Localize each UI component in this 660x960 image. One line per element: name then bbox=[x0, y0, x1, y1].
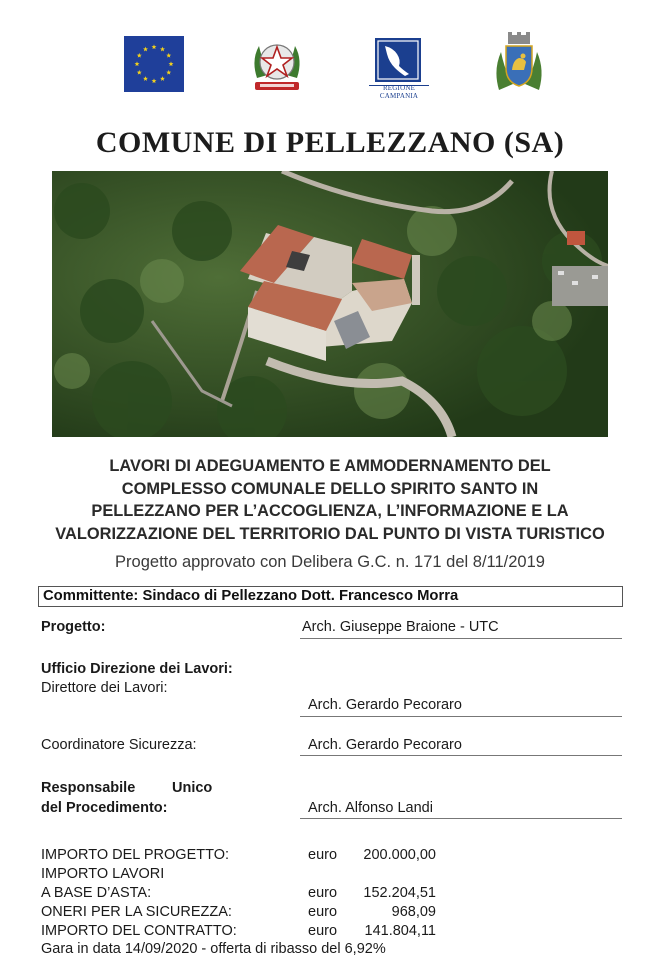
responsabile-value: Arch. Alfonso Landi bbox=[308, 800, 433, 816]
importo-contratto-value: 141.804,11 bbox=[364, 923, 436, 939]
importo-lavori-value: 152.204,51 bbox=[363, 885, 436, 901]
importo-progetto-value: 200.000,00 bbox=[363, 847, 436, 863]
importo-contratto-currency: euro bbox=[308, 923, 338, 939]
responsabile-label-b: Unico bbox=[172, 780, 213, 796]
importo-contratto-label: IMPORTO DEL CONTRATTO: bbox=[41, 923, 237, 939]
headline-line: VALORIZZAZIONE DEL TERRITORIO DAL PUNTO DI VISTA TURISTICO bbox=[55, 524, 605, 543]
aerial-photo-spirito-santo bbox=[52, 171, 608, 437]
gara-note: Gara in data 14/09/2020 - offerta di ribasso del 6,92% bbox=[41, 941, 386, 957]
progetto-value: Arch. Giuseppe Braione - UTC bbox=[302, 619, 499, 635]
regione-campania-logo bbox=[369, 38, 429, 100]
importo-progetto-currency: euro bbox=[308, 847, 338, 863]
headline-line: PELLEZZANO PER L’ACCOGLIENZA, L’INFORMAZIONE E LA bbox=[91, 502, 569, 520]
coordinatore-underline bbox=[300, 755, 622, 756]
importo-lavori-label-2: A BASE D’ASTA: bbox=[41, 885, 152, 901]
ufficio-heading: Ufficio Direzione dei Lavori: bbox=[41, 661, 233, 677]
coordinatore-value: Arch. Gerardo Pecoraro bbox=[308, 737, 462, 753]
coordinatore-label: Coordinatore Sicurezza: bbox=[41, 737, 197, 753]
responsabile-underline bbox=[300, 818, 622, 819]
project-headline bbox=[20, 455, 640, 545]
committente-box: Committente: Sindaco di Pellezzano Dott. Francesco Morra bbox=[38, 586, 623, 607]
oneri-sicurezza-currency: euro bbox=[308, 904, 338, 920]
direttore-underline bbox=[300, 716, 622, 717]
pellezzano-coat-of-arms-icon bbox=[493, 32, 545, 96]
importo-progetto-label: IMPORTO DEL PROGETTO: bbox=[41, 847, 229, 863]
progetto-underline bbox=[300, 638, 622, 639]
progetto-label: Progetto: bbox=[41, 619, 106, 635]
eu-flag-icon bbox=[124, 36, 184, 92]
responsabile-label-2: del Procedimento: bbox=[41, 800, 168, 816]
italian-republic-emblem-icon bbox=[249, 34, 305, 96]
responsabile-label-a: Responsabile bbox=[41, 780, 136, 796]
page-title: COMUNE DI PELLEZZANO (SA) bbox=[95, 126, 565, 159]
direttore-label: Direttore dei Lavori: bbox=[41, 680, 168, 696]
oneri-sicurezza-value: 968,09 bbox=[391, 904, 436, 920]
headline-line: LAVORI DI ADEGUAMENTO E AMMODERNAMENTO DEL bbox=[109, 457, 551, 475]
headline-line: COMPLESSO COMUNALE DELLO SPIRITO SANTO IN bbox=[121, 479, 539, 498]
importo-lavori-label-1: IMPORTO LAVORI bbox=[41, 866, 165, 882]
regione-campania-text: REGIONE CAMPANIA bbox=[379, 84, 419, 100]
direttore-value: Arch. Gerardo Pecoraro bbox=[308, 697, 462, 713]
oneri-sicurezza-label: ONERI PER LA SICUREZZA: bbox=[41, 904, 232, 920]
importo-lavori-currency: euro bbox=[308, 885, 338, 901]
approval-note: Progetto approvato con Delibera G.C. n. 171 del 8/11/2019 bbox=[115, 553, 545, 571]
